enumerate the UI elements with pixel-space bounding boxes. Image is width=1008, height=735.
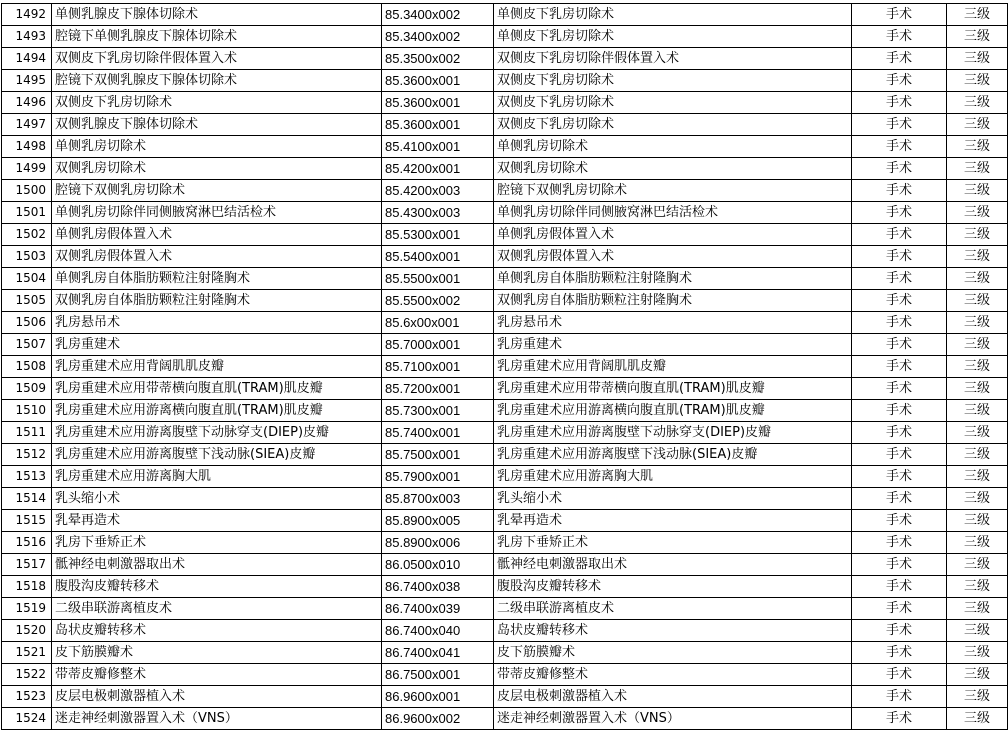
row-number: 1501 [2,202,52,224]
operation-type: 手术 [852,444,947,466]
table-row [2,378,1008,400]
procedure-code: 86.7400x041 [382,642,494,664]
procedure-name: 腔镜下双侧乳腺皮下腺体切除术 [52,70,382,92]
row-number: 1519 [2,598,52,620]
procedure-level: 三级 [947,246,1008,268]
standard-procedure-name: 乳晕再造术 [494,510,852,532]
table-row [2,422,1008,444]
procedure-code: 85.3600x001 [382,70,494,92]
table-row [2,312,1008,334]
standard-procedure-name: 迷走神经刺激器置入术（VNS） [494,708,852,730]
row-number: 1518 [2,576,52,598]
procedure-name: 乳房悬吊术 [52,312,382,334]
procedure-name: 乳房重建术应用游离胸大肌 [52,466,382,488]
procedure-level: 三级 [947,444,1008,466]
standard-procedure-name: 单侧乳房自体脂肪颗粒注射隆胸术 [494,268,852,290]
procedure-name: 乳房下垂矫正术 [52,532,382,554]
table-row [2,598,1008,620]
procedure-code: 85.3600x001 [382,92,494,114]
procedure-code: 85.5500x002 [382,290,494,312]
standard-procedure-name: 乳房重建术应用带蒂横向腹直肌(TRAM)肌皮瓣 [494,378,852,400]
operation-type: 手术 [852,598,947,620]
standard-procedure-name: 乳房重建术 [494,334,852,356]
procedure-level: 三级 [947,92,1008,114]
procedure-code: 86.7400x040 [382,620,494,642]
operation-type: 手术 [852,620,947,642]
standard-procedure-name: 二级串联游离植皮术 [494,598,852,620]
operation-type: 手术 [852,246,947,268]
procedure-code: 85.4100x001 [382,136,494,158]
row-number: 1492 [2,4,52,26]
standard-procedure-name: 双侧皮下乳房切除术 [494,70,852,92]
row-number: 1508 [2,356,52,378]
procedure-level: 三级 [947,356,1008,378]
row-number: 1523 [2,686,52,708]
procedure-code: 85.8700x003 [382,488,494,510]
operation-type: 手术 [852,466,947,488]
operation-type: 手术 [852,268,947,290]
table-row [2,180,1008,202]
row-number: 1522 [2,664,52,686]
procedure-name: 腹股沟皮瓣转移术 [52,576,382,598]
row-number: 1513 [2,466,52,488]
standard-procedure-name: 腔镜下双侧乳房切除术 [494,180,852,202]
procedure-name: 岛状皮瓣转移术 [52,620,382,642]
procedure-name: 双侧乳腺皮下腺体切除术 [52,114,382,136]
row-number: 1515 [2,510,52,532]
procedure-level: 三级 [947,334,1008,356]
operation-type: 手术 [852,48,947,70]
procedure-level: 三级 [947,136,1008,158]
table-row [2,268,1008,290]
row-number: 1510 [2,400,52,422]
table-row [2,224,1008,246]
table-row [2,334,1008,356]
procedure-level: 三级 [947,114,1008,136]
row-number: 1511 [2,422,52,444]
row-number: 1524 [2,708,52,730]
procedure-code: 86.9600x001 [382,686,494,708]
standard-procedure-name: 双侧乳房切除术 [494,158,852,180]
procedure-code: 85.7100x001 [382,356,494,378]
standard-procedure-name: 皮下筋膜瓣术 [494,642,852,664]
procedure-code: 85.5400x001 [382,246,494,268]
standard-procedure-name: 乳头缩小术 [494,488,852,510]
procedure-level: 三级 [947,708,1008,730]
standard-procedure-name: 带蒂皮瓣修整术 [494,664,852,686]
procedure-level: 三级 [947,532,1008,554]
procedure-level: 三级 [947,48,1008,70]
procedure-level: 三级 [947,312,1008,334]
standard-procedure-name: 乳房重建术应用游离胸大肌 [494,466,852,488]
procedure-level: 三级 [947,488,1008,510]
operation-type: 手术 [852,136,947,158]
procedure-level: 三级 [947,576,1008,598]
table-row [2,532,1008,554]
procedure-name: 带蒂皮瓣修整术 [52,664,382,686]
standard-procedure-name: 双侧乳房假体置入术 [494,246,852,268]
standard-procedure-name: 双侧乳房自体脂肪颗粒注射隆胸术 [494,290,852,312]
table-row [2,642,1008,664]
procedure-name: 乳房重建术应用游离横向腹直肌(TRAM)肌皮瓣 [52,400,382,422]
procedure-code: 85.3400x002 [382,4,494,26]
procedure-code: 85.4200x003 [382,180,494,202]
procedure-code: 85.8900x006 [382,532,494,554]
procedure-name: 单侧乳房假体置入术 [52,224,382,246]
procedure-code: 86.0500x010 [382,554,494,576]
row-number: 1503 [2,246,52,268]
table-row [2,290,1008,312]
row-number: 1494 [2,48,52,70]
procedure-level: 三级 [947,554,1008,576]
row-number: 1493 [2,26,52,48]
table-row [2,136,1008,158]
procedure-name: 双侧乳房假体置入术 [52,246,382,268]
procedure-level: 三级 [947,400,1008,422]
standard-procedure-name: 单侧乳房切除伴同侧腋窝淋巴结活检术 [494,202,852,224]
table-row [2,400,1008,422]
procedure-code: 85.6x00x001 [382,312,494,334]
standard-procedure-name: 乳房重建术应用背阔肌肌皮瓣 [494,356,852,378]
procedure-level: 三级 [947,686,1008,708]
procedure-level: 三级 [947,290,1008,312]
procedure-level: 三级 [947,70,1008,92]
operation-type: 手术 [852,114,947,136]
standard-procedure-name: 双侧皮下乳房切除术 [494,92,852,114]
standard-procedure-name: 骶神经电刺激器取出术 [494,554,852,576]
table-row [2,4,1008,26]
procedure-name: 骶神经电刺激器取出术 [52,554,382,576]
table-row [2,554,1008,576]
operation-type: 手术 [852,532,947,554]
standard-procedure-name: 乳房重建术应用游离腹壁下浅动脉(SIEA)皮瓣 [494,444,852,466]
table-row [2,92,1008,114]
procedure-name: 迷走神经刺激器置入术（VNS） [52,708,382,730]
row-number: 1499 [2,158,52,180]
procedure-code: 85.4200x001 [382,158,494,180]
operation-type: 手术 [852,202,947,224]
row-number: 1497 [2,114,52,136]
procedure-code: 85.7200x001 [382,378,494,400]
procedure-code: 85.5500x001 [382,268,494,290]
operation-type: 手术 [852,180,947,202]
row-number: 1514 [2,488,52,510]
procedure-name: 乳房重建术应用背阔肌肌皮瓣 [52,356,382,378]
procedure-name: 双侧乳房自体脂肪颗粒注射隆胸术 [52,290,382,312]
operation-type: 手术 [852,356,947,378]
operation-type: 手术 [852,378,947,400]
row-number: 1516 [2,532,52,554]
standard-procedure-name: 单侧皮下乳房切除术 [494,26,852,48]
procedure-name: 乳晕再造术 [52,510,382,532]
standard-procedure-name: 乳房重建术应用游离横向腹直肌(TRAM)肌皮瓣 [494,400,852,422]
table-row [2,356,1008,378]
row-number: 1509 [2,378,52,400]
procedure-code: 86.7500x001 [382,664,494,686]
procedure-name: 皮下筋膜瓣术 [52,642,382,664]
procedure-code: 85.3500x002 [382,48,494,70]
table-row [2,466,1008,488]
standard-procedure-name: 乳房下垂矫正术 [494,532,852,554]
table-row [2,664,1008,686]
procedure-code: 85.4300x003 [382,202,494,224]
procedure-name: 单侧乳腺皮下腺体切除术 [52,4,382,26]
row-number: 1505 [2,290,52,312]
operation-type: 手术 [852,642,947,664]
standard-procedure-name: 乳房悬吊术 [494,312,852,334]
table-row [2,48,1008,70]
procedure-name: 单侧乳房切除术 [52,136,382,158]
procedure-code: 85.7500x001 [382,444,494,466]
procedure-name: 乳房重建术应用游离腹壁下动脉穿支(DIEP)皮瓣 [52,422,382,444]
procedure-level: 三级 [947,268,1008,290]
procedure-name: 腔镜下单侧乳腺皮下腺体切除术 [52,26,382,48]
operation-type: 手术 [852,510,947,532]
procedure-code: 85.7400x001 [382,422,494,444]
procedure-name: 乳房重建术应用游离腹壁下浅动脉(SIEA)皮瓣 [52,444,382,466]
table-row [2,686,1008,708]
procedure-code: 85.7000x001 [382,334,494,356]
table-row [2,444,1008,466]
procedure-name: 单侧乳房切除伴同侧腋窝淋巴结活检术 [52,202,382,224]
standard-procedure-name: 乳房重建术应用游离腹壁下动脉穿支(DIEP)皮瓣 [494,422,852,444]
standard-procedure-name: 双侧皮下乳房切除术 [494,114,852,136]
operation-type: 手术 [852,290,947,312]
procedure-name: 双侧皮下乳房切除术 [52,92,382,114]
row-number: 1496 [2,92,52,114]
row-number: 1502 [2,224,52,246]
table-row [2,708,1008,730]
procedure-name: 乳房重建术应用带蒂横向腹直肌(TRAM)肌皮瓣 [52,378,382,400]
procedure-level: 三级 [947,4,1008,26]
operation-type: 手术 [852,708,947,730]
procedure-code: 85.8900x005 [382,510,494,532]
operation-type: 手术 [852,554,947,576]
operation-type: 手术 [852,26,947,48]
operation-type: 手术 [852,576,947,598]
row-number: 1520 [2,620,52,642]
table-row [2,114,1008,136]
procedure-code: 86.7400x039 [382,598,494,620]
standard-procedure-name: 单侧皮下乳房切除术 [494,4,852,26]
operation-type: 手术 [852,686,947,708]
operation-type: 手术 [852,664,947,686]
procedure-table [1,3,1008,730]
row-number: 1506 [2,312,52,334]
row-number: 1512 [2,444,52,466]
table-row [2,488,1008,510]
procedure-name: 乳头缩小术 [52,488,382,510]
procedure-code: 86.7400x038 [382,576,494,598]
standard-procedure-name: 岛状皮瓣转移术 [494,620,852,642]
row-number: 1507 [2,334,52,356]
procedure-name: 皮层电极刺激器植入术 [52,686,382,708]
procedure-name: 单侧乳房自体脂肪颗粒注射隆胸术 [52,268,382,290]
operation-type: 手术 [852,224,947,246]
operation-type: 手术 [852,422,947,444]
row-number: 1500 [2,180,52,202]
standard-procedure-name: 双侧皮下乳房切除伴假体置入术 [494,48,852,70]
procedure-code: 85.5300x001 [382,224,494,246]
procedure-level: 三级 [947,620,1008,642]
procedure-level: 三级 [947,378,1008,400]
procedure-level: 三级 [947,642,1008,664]
operation-type: 手术 [852,92,947,114]
procedure-name: 双侧乳房切除术 [52,158,382,180]
procedure-level: 三级 [947,466,1008,488]
operation-type: 手术 [852,158,947,180]
row-number: 1504 [2,268,52,290]
table-row [2,26,1008,48]
procedure-code: 85.3600x001 [382,114,494,136]
procedure-level: 三级 [947,664,1008,686]
procedure-name: 腔镜下双侧乳房切除术 [52,180,382,202]
standard-procedure-name: 皮层电极刺激器植入术 [494,686,852,708]
standard-procedure-name: 单侧乳房假体置入术 [494,224,852,246]
procedure-code: 85.3400x002 [382,26,494,48]
operation-type: 手术 [852,4,947,26]
procedure-level: 三级 [947,180,1008,202]
table-row [2,202,1008,224]
row-number: 1521 [2,642,52,664]
operation-type: 手术 [852,488,947,510]
procedure-table-body [2,4,1008,730]
row-number: 1495 [2,70,52,92]
table-row [2,510,1008,532]
procedure-level: 三级 [947,202,1008,224]
procedure-code: 85.7300x001 [382,400,494,422]
procedure-level: 三级 [947,422,1008,444]
procedure-level: 三级 [947,510,1008,532]
row-number: 1517 [2,554,52,576]
table-row [2,158,1008,180]
procedure-level: 三级 [947,224,1008,246]
operation-type: 手术 [852,334,947,356]
procedure-code: 85.7900x001 [382,466,494,488]
standard-procedure-name: 单侧乳房切除术 [494,136,852,158]
table-row [2,70,1008,92]
procedure-name: 双侧皮下乳房切除伴假体置入术 [52,48,382,70]
row-number: 1498 [2,136,52,158]
operation-type: 手术 [852,400,947,422]
procedure-level: 三级 [947,158,1008,180]
procedure-name: 二级串联游离植皮术 [52,598,382,620]
procedure-level: 三级 [947,598,1008,620]
table-row [2,576,1008,598]
operation-type: 手术 [852,70,947,92]
procedure-level: 三级 [947,26,1008,48]
procedure-name: 乳房重建术 [52,334,382,356]
operation-type: 手术 [852,312,947,334]
table-row [2,246,1008,268]
table-row [2,620,1008,642]
procedure-code: 86.9600x002 [382,708,494,730]
standard-procedure-name: 腹股沟皮瓣转移术 [494,576,852,598]
